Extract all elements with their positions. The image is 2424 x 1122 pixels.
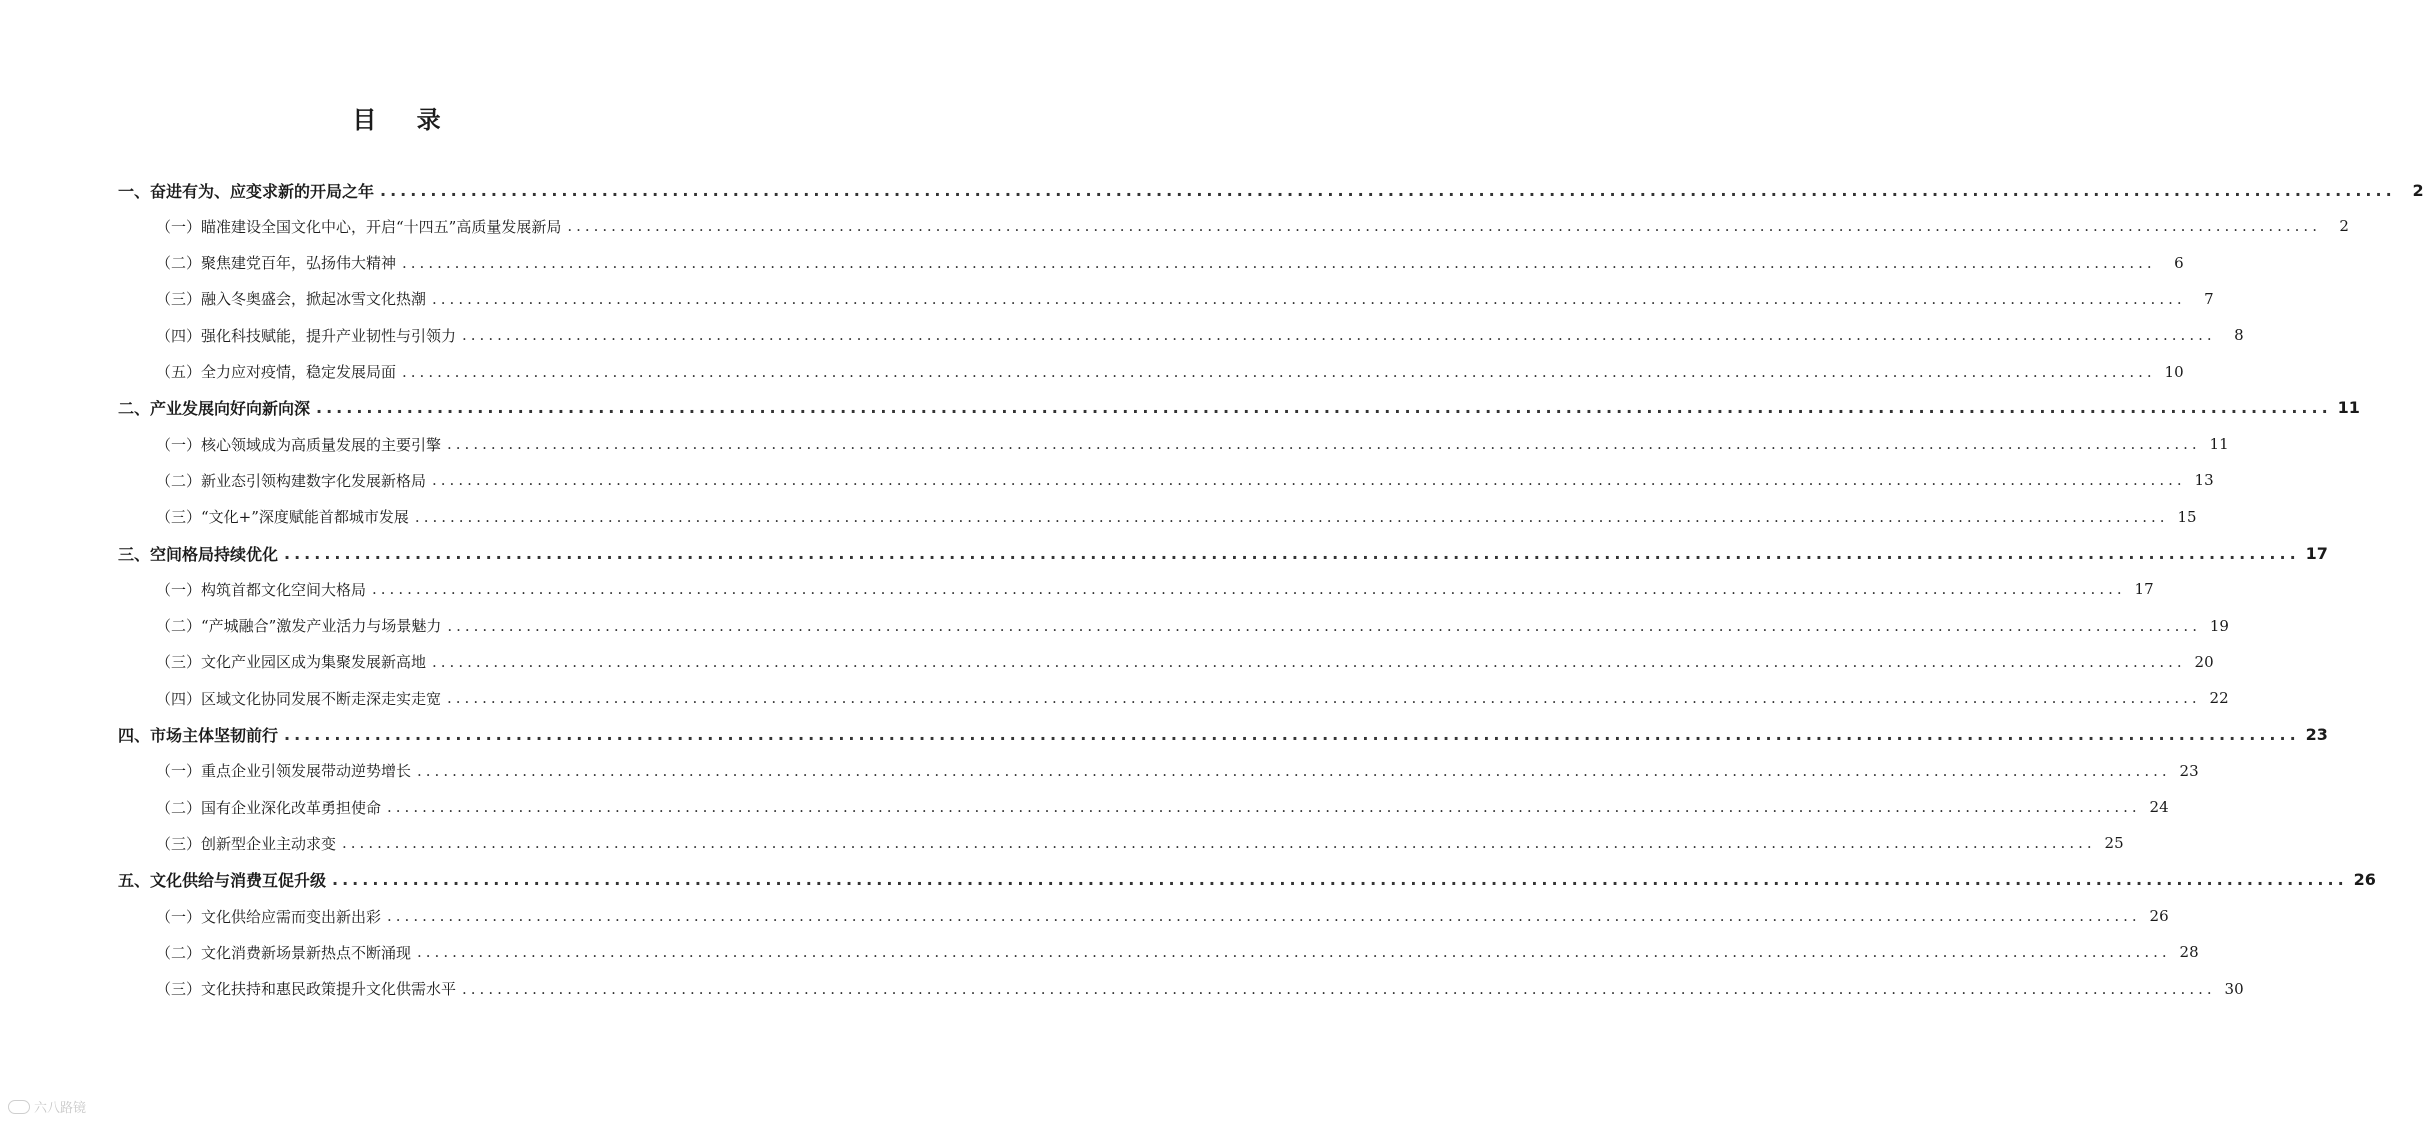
- watermark-logo-icon: [8, 1100, 30, 1114]
- toc-entry-label: （三）创新型企业主动求变: [156, 834, 337, 853]
- toc-dot-leader: ........................................................................................................................................................................................................: [447, 435, 2201, 454]
- toc-dot-leader: ........................................................................................................................................................................................................: [387, 798, 2141, 817]
- toc-dot-leader: ........................................................................................................................................................................................................: [414, 507, 2169, 526]
- toc-page-number: 26: [2149, 907, 2169, 925]
- toc-section-entry[interactable]: [0, 644, 2214, 680]
- toc-entry-label: （一）核心领域成为高质量发展的主要引擎: [156, 435, 442, 454]
- toc-entry-label: （一）文化供给应需而变出新出彩: [156, 907, 382, 926]
- toc-page-number: 13: [2194, 471, 2214, 490]
- toc-dot-leader: ........................................................................................................................................................................................................: [402, 253, 2156, 272]
- toc-entry-label: （一）构筑首都文化空间大格局: [156, 580, 367, 599]
- toc-page-number: 11: [2337, 398, 2360, 418]
- toc-section-entry[interactable]: [0, 608, 2229, 644]
- toc-page-number: 15: [2177, 507, 2197, 526]
- toc-section-entry[interactable]: [0, 571, 2154, 607]
- toc-entry-label: 五、文化供给与消费互促升级: [118, 871, 327, 891]
- toc-entry-label: （三）“文化+”深度赋能首都城市发展: [156, 508, 409, 527]
- toc-page-number: 7: [2204, 289, 2214, 308]
- toc-entry-label: （二）国有企业深化改革勇担使命: [156, 798, 382, 817]
- toc-section-entry[interactable]: [0, 825, 2124, 861]
- toc-entry-label: （二）文化消费新场景新热点不断涌现: [156, 943, 412, 962]
- toc-dot-leader: ........................................................................................................................................................................................................: [332, 870, 2348, 890]
- toc-entry-label: （三）文化产业园区成为集聚发展新高地: [156, 653, 427, 672]
- toc-dot-leader: ........................................................................................................................................................................................................: [387, 907, 2141, 925]
- toc-section-entry[interactable]: [0, 208, 2349, 244]
- toc-page-number: 17: [2134, 580, 2154, 599]
- toc-entry-label: 一、奋进有为、应变求新的开局之年: [118, 181, 375, 201]
- toc-page-number: 26: [2353, 870, 2376, 890]
- toc-section-entry[interactable]: [0, 245, 2184, 281]
- toc-dot-leader: ........................................................................................................................................................................................................: [402, 362, 2156, 381]
- toc-section-entry[interactable]: [0, 426, 2229, 462]
- toc-entry-label: （三）文化扶持和惠民政策提升文化供需水平: [156, 980, 457, 999]
- toc-dot-leader: ........................................................................................................................................................................................................: [316, 398, 2332, 418]
- toc-section-entry[interactable]: [0, 680, 2229, 716]
- toc-page-number: 10: [2164, 362, 2184, 381]
- toc-page-number: 22: [2209, 689, 2229, 708]
- toc-chapter-entry[interactable]: [0, 390, 2360, 426]
- toc-section-entry[interactable]: [0, 898, 2169, 934]
- toc-entry-label: 四、市场主体坚韧前行: [118, 726, 279, 745]
- page-title: 目 录: [352, 106, 457, 134]
- toc-entry-label: 二、产业发展向好向新向深: [118, 399, 311, 419]
- toc-dot-leader: ........................................................................................................................................................................................................: [432, 471, 2186, 490]
- toc-entry-label: （四）区域文化协同发展不断走深走实走宽: [156, 689, 442, 708]
- toc-chapter-entry[interactable]: [0, 535, 2328, 571]
- toc-dot-leader: ........................................................................................................................................................................................................: [432, 652, 2186, 671]
- toc-page-number: 24: [2149, 798, 2169, 817]
- toc-section-entry[interactable]: [0, 934, 2199, 970]
- toc-dot-leader: ........................................................................................................................................................................................................: [447, 689, 2201, 708]
- toc-page-number: 2: [2412, 180, 2424, 200]
- toc-page-number: 8: [2234, 326, 2244, 345]
- toc-page-number: 19: [2209, 616, 2229, 635]
- toc-page-number: 23: [2179, 761, 2199, 780]
- toc-chapter-entry[interactable]: [0, 172, 2424, 208]
- toc-page-number: 6: [2174, 253, 2184, 272]
- toc-entry-label: （三）融入冬奥盛会，掀起冰雪文化热潮: [156, 290, 427, 309]
- toc-dot-leader: ........................................................................................................................................................................................................: [462, 979, 2216, 998]
- toc-section-entry[interactable]: [0, 354, 2184, 390]
- toc-section-entry[interactable]: [0, 499, 2197, 535]
- toc-dot-leader: ........................................................................................................................................................................................................: [342, 834, 2096, 853]
- toc-chapter-entry[interactable]: [0, 862, 2376, 898]
- toc-section-entry[interactable]: [0, 753, 2199, 789]
- toc-section-entry[interactable]: [0, 789, 2169, 825]
- toc-dot-leader: ........................................................................................................................................................................................................: [372, 580, 2126, 599]
- toc-entry-label: （一）瞄准建设全国文化中心，开启“十四五”高质量发展新局: [156, 217, 562, 236]
- toc-entry-label: （二）“产城融合”激发产业活力与场景魅力: [156, 617, 442, 636]
- toc-section-entry[interactable]: [0, 462, 2214, 498]
- toc-section-entry[interactable]: [0, 281, 2214, 317]
- toc-page-number: 23: [2305, 725, 2328, 744]
- toc-dot-leader: ........................................................................................................................................................................................................: [417, 943, 2171, 962]
- toc-page-number: 25: [2104, 834, 2124, 853]
- toc-entry-label: 三、空间格局持续优化: [118, 544, 279, 564]
- watermark-text: 六八路镜: [34, 1101, 87, 1116]
- toc-entry-label: （四）强化科技赋能，提升产业韧性与引领力: [156, 326, 457, 345]
- toc-page-number: 2: [2339, 217, 2349, 236]
- toc-dot-leader: ........................................................................................................................................................................................................: [462, 326, 2216, 345]
- toc-page-number: 28: [2179, 943, 2199, 962]
- toc-entry-label: （二）聚焦建党百年，弘扬伟大精神: [156, 254, 397, 273]
- toc-dot-leader: ........................................................................................................................................................................................................: [284, 543, 2300, 563]
- toc-page-number: 20: [2194, 652, 2214, 671]
- toc-dot-leader: ........................................................................................................................................................................................................: [447, 616, 2201, 635]
- toc-section-entry[interactable]: [0, 971, 2244, 1007]
- toc-dot-leader: ........................................................................................................................................................................................................: [567, 217, 2321, 236]
- toc-entry-label: （一）重点企业引领发展带动逆势增长: [156, 762, 412, 781]
- toc-entry-label: （五）全力应对疫情，稳定发展局面: [156, 363, 397, 381]
- toc-section-entry[interactable]: [0, 317, 2244, 353]
- toc-page-number: 11: [2209, 435, 2229, 454]
- toc-page-number: 30: [2224, 979, 2244, 998]
- toc-entry-label: （二）新业态引领构建数字化发展新格局: [156, 471, 427, 490]
- toc-page-number: 17: [2305, 543, 2328, 563]
- toc-dot-leader: ........................................................................................................................................................................................................: [432, 289, 2186, 308]
- toc-dot-leader: ........................................................................................................................................................................................................: [417, 761, 2171, 780]
- watermark: [8, 1097, 86, 1116]
- toc-chapter-entry[interactable]: [0, 717, 2328, 753]
- toc-dot-leader: ........................................................................................................................................................................................................: [284, 725, 2300, 744]
- toc-dot-leader: ........................................................................................................................................................................................................: [380, 180, 2396, 200]
